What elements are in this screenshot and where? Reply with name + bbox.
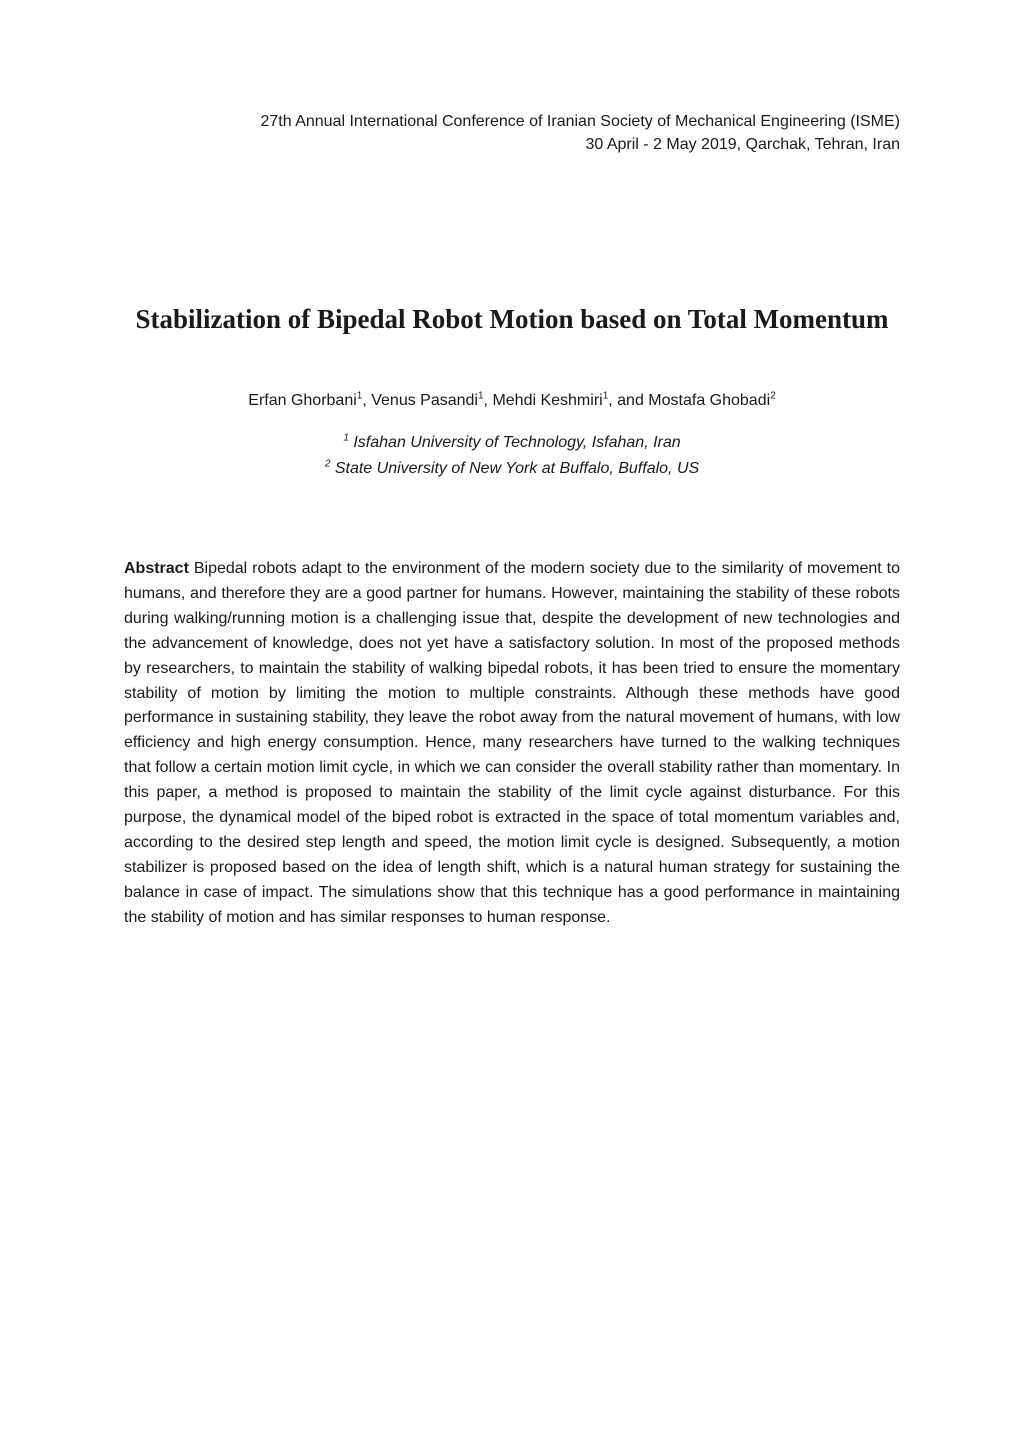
abstract-text: Bipedal robots adapt to the environment of the modern society due to the similarity of movement to humans, and therefore they are a good partner for humans. However, maintaining the stability of these robots during walking/running motion is a challenging issue that, despite the development of new technologies and the advancement of knowledge, does not yet have a satisfactory solution. In most of the proposed methods by researchers, to maintain the stability of walking bipedal robots, it has been tried to ensure the momentary stability of motion by limiting the motion to multiple constraints. Although these methods have good performance in sustaining stability, they leave the robot away from the natural movement of humans, with low efficiency and high energy consumption. Hence, many researchers have turned to the walking techniques that follow a certain motion limit cycle, in which we can consider the overall stability rather than momentary. In this paper, a method is proposed to maintain the stability of the limit cycle against disturbance. For this purpose, the dynamical model of the biped robot is extracted in the space of total momentum variables and, according to the desired step length and speed, the motion limit cycle is designed. Subsequently, a motion stabilizer is proposed based on the idea of length shift, which is a natural human strategy for sustaining the balance in case of impact. The simulations show that this technique has a good performance in maintaining the stability of motion and has similar responses to human response.	[124, 560, 901, 926]
paper-title: Stabilization of Bipedal Robot Motion based on Total Momentum	[135, 304, 889, 334]
abstract-label: Abstract	[124, 560, 189, 577]
affiliation	[0, 456, 1024, 482]
author-affiliation-mark: 1	[602, 390, 609, 402]
author-name: Mostafa Ghobadi	[648, 392, 771, 409]
author-list	[0, 392, 1024, 410]
author-separator: ,	[483, 392, 493, 409]
affiliation-text: Isfahan University of Technology, Isfahan, Iran	[353, 434, 681, 451]
abstract	[124, 557, 900, 931]
author-affiliation-mark: 1	[477, 390, 484, 402]
affiliation-number: 1	[343, 432, 349, 444]
author-affiliation-mark: 1	[356, 390, 363, 402]
author-separator: , and	[608, 392, 649, 409]
conference-date-location: 30 April - 2 May 2019, Qarchak, Tehran, Iran	[585, 136, 900, 153]
author-separator: ,	[362, 392, 372, 409]
author-name: Venus Pasandi	[371, 392, 478, 409]
affiliation	[0, 430, 1024, 456]
author-affiliation-mark: 2	[770, 390, 776, 402]
affiliation-number: 2	[324, 458, 331, 470]
author-name: Erfan Ghorbani	[248, 392, 357, 409]
conference-header	[261, 110, 901, 156]
affiliation-text: State University of New York at Buffalo, Buffalo, US	[334, 460, 700, 477]
author-name: Mehdi Keshmiri	[492, 392, 603, 409]
affiliations	[0, 430, 1024, 482]
conference-name: 27th Annual International Conference of Iranian Society of Mechanical Engineering (ISME)	[260, 113, 900, 130]
